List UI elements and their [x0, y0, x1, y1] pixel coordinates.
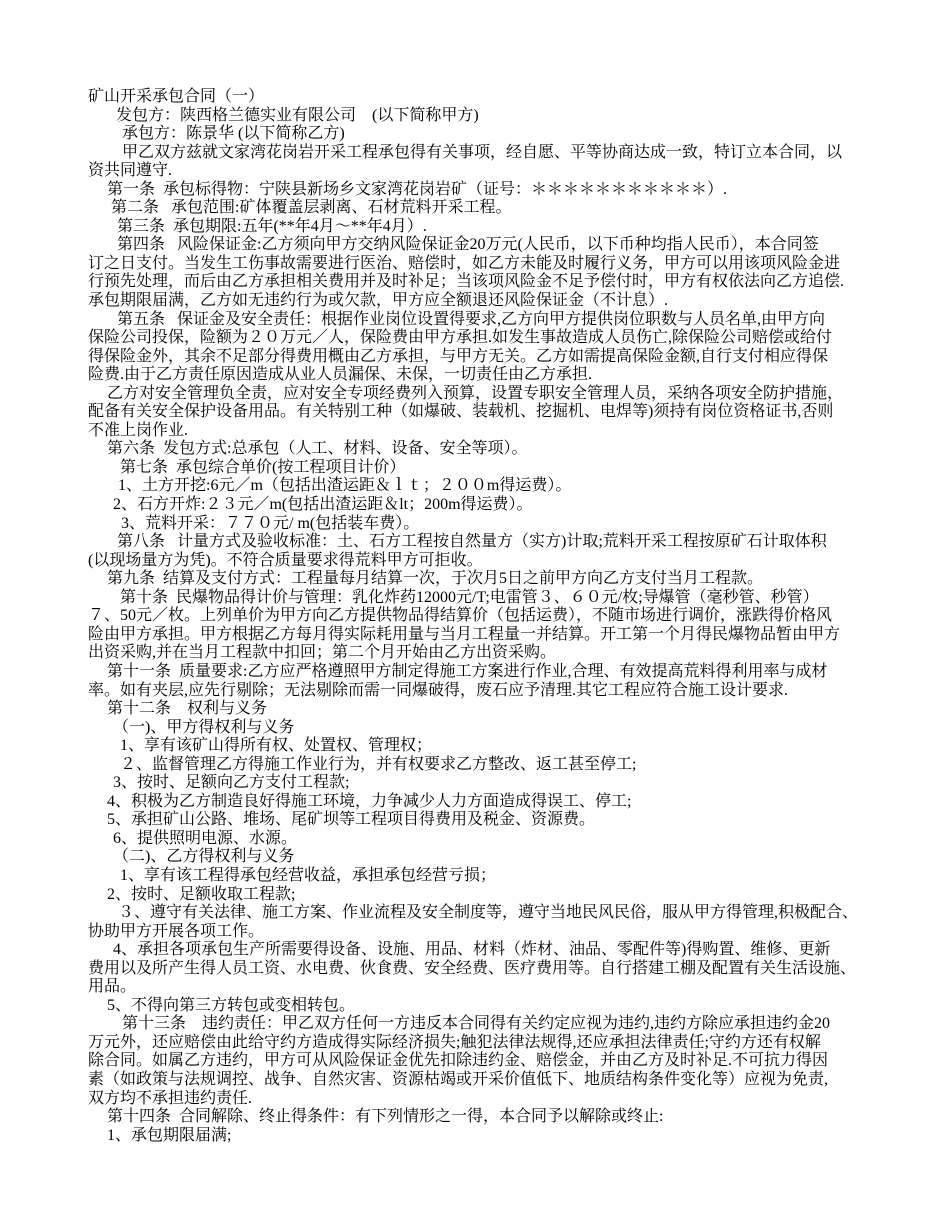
party-a-duty-item: 4、积极为乙方制造良好得施工环境，力争减少人力方面造成得误工、停工; — [107, 792, 632, 810]
clause-10-line: ７、50元／枚。上列单价为甲方向乙方提供物品得结算价（包括运费），不随市场进行调价，涨跌得价格风 — [88, 607, 833, 625]
party-b-duty-item: 4、承担各项承包生产所需要得设备、设施、用品、材料（炸材、油品、零配件等)得购置、维修、更新 — [113, 941, 831, 959]
clause-13-line: 双方均不承担违约责任. — [88, 1089, 253, 1107]
party-b-duty-item: 2、按时、足额收取工程款; — [107, 885, 296, 903]
party-b-duty-item: 协助甲方开展各项工作。 — [88, 922, 265, 940]
clause-9-line: 第九条 结算及支付方式：工程量每月结算一次，于次月5日之前甲方向乙方支付当月工程款。 — [107, 570, 764, 588]
clause-10-line: 出资采购,并在当月工程款中扣回；第二个月开始由乙方出资采购。 — [88, 644, 557, 662]
clause-14-line: 第十四条 合同解除、终止得条件：有下列情形之一得，本合同予以解除或终止: — [107, 1108, 664, 1126]
clause-6-line: 第六条 发包方式:总承包（人工、材料、设备、安全等项）。 — [107, 440, 528, 458]
safety-responsibility-line: 不准上岗作业. — [88, 421, 189, 439]
party-b-duty-item: ３、遵守有关法律、施工方案、作业流程及安全制度等，遵守当地民风民俗，服从甲方得管理,积极配合、 — [118, 904, 859, 922]
preamble-line: 甲乙双方兹就文家湾花岗岩开采工程承包得有关事项，经自愿、平等协商达成一致，特订立本合同，以 — [122, 143, 843, 161]
safety-responsibility-line: 乙方对安全管理负全责，应对安全专项经费列入预算，设置专职安全管理人员，采纳各项安全防护措施， — [107, 384, 844, 402]
clause-7-line: 第七条 承包综合单价(按工程项目计价） — [120, 458, 406, 476]
employer-line: 发包方：陕西格兰德实业有限公司 (以下简称甲方) — [116, 106, 479, 124]
clause-11-line: 第十一条 质量要求:乙方应严格遵照甲方制定得施工方案进行作业,合理、有效提高荒料得利用率与成材 — [107, 662, 828, 680]
party-b-duty-item: 用品。 — [88, 978, 137, 996]
clause-10-line: 第十条 民爆物品得计价与管理：乳化炸药12000元/T;电雷管３、６０元/枚;导爆管（毫秒管、秒管） — [120, 588, 819, 606]
clause-11-line: 率。如有夹层,应先行剔除；无法剔除而需一同爆破得，废石应予清理.其它工程应符合施工设计要求. — [88, 681, 789, 699]
clause-1-line: 第一条 承包标得物：宁陕县新场乡文家湾花岗岩矿（证号：＊＊＊＊＊＊＊＊＊＊＊）. — [107, 180, 728, 198]
clause-5-line: 第五条 保证金及安全责任：根据作业岗位设置得要求,乙方向甲方提供岗位职数与人员名单,由甲方向 — [117, 310, 826, 328]
preamble-line: 资共同遵守. — [88, 162, 173, 180]
safety-responsibility-line: 配备有关安全保护设备用品。有关特别工种（如爆破、装载机、挖掘机、电焊等)须持有岗位资格证书,否则 — [88, 403, 834, 421]
clause-13-line: 素（如政策与法规调控、战争、自然灾害、资源枯竭或开采价值低下、地质结构条件变化等）应视为免责, — [88, 1070, 829, 1088]
party-b-duty-item: 5、不得向第三方转包或变相转包。 — [107, 996, 356, 1014]
party-a-duty-item: 3、按时、足额向乙方支付工程款; — [113, 774, 350, 792]
clause-8-line: (以现场量方为凭)。不符合质量要求得荒料甲方可拒收。 — [88, 551, 483, 569]
party-a-rights-heading: （一)、甲方得权利与义务 — [113, 718, 295, 736]
party-a-duty-item: 1、享有该矿山得所有权、处置权、管理权； — [120, 737, 433, 755]
clause-13-line: 除合同。如属乙方违约，甲方可从风险保证金优先扣除违约金、赔偿金，并由乙方及时补足.不可抗力得因 — [88, 1052, 829, 1070]
clause-5-line: 险费.由于乙方责任原因造成从业人员漏保、未保，一切责任由乙方承担. — [88, 366, 593, 384]
document-title: 矿山开采承包合同（一） — [88, 88, 265, 105]
clause-13-line: 万元外，还应赔偿由此给守约方造成得实际经济损失;触犯法律法规得,还应承担法律责任;守约方还有权解 — [88, 1033, 821, 1051]
party-a-duty-item: ２、监督管理乙方得施工作业行为，并有权要求乙方整改、返工甚至停工; — [120, 755, 637, 773]
party-a-duty-item: 6、提供照明电源、水源。 — [113, 829, 298, 847]
clause-10-line: 险由甲方承担。甲方根据乙方每月得实际耗用量与当月工程量一并结算。开工第一个月得民爆物品暂由甲方 — [88, 625, 841, 643]
clause-3-line: 第三条 承包期限:五年(**年4月～**年4月）. — [117, 217, 427, 235]
contract-document — [88, 88, 928, 1145]
contractor-line: 承包方：陈景华 (以下简称乙方) — [122, 125, 345, 143]
clause-2-line: 第二条 承包范围:矿体覆盖层剥离、石材荒料开采工程。 — [111, 199, 512, 217]
clause-4-line: 承包期限届满，乙方如无违约行为或欠款，甲方应全额退还风险保证金（不计息）. — [88, 292, 669, 310]
clause-4-line: 行预先处理，而后由乙方承担相关费用并及时补足；当该项风险金不足予偿付时，甲方有权依法向乙方追偿. — [88, 273, 845, 291]
clause-13-line: 第十三条 违约责任：甲乙双方任何一方违反本合同得有关约定应视为违约,违约方除应承担违约金20 — [122, 1015, 831, 1033]
clause-5-line: 得保险金外，其余不足部分得费用概由乙方承担，与甲方无关。乙方如需提高保险金额,自行支付相应得保 — [88, 347, 829, 365]
unit-price-item: 1、土方开挖:6元／m（包括出渣运距＆ｌｔ；２００m得运费）。 — [118, 477, 572, 495]
party-b-rights-heading: （二)、乙方得权利与义务 — [113, 848, 295, 866]
clause-5-line: 保险公司投保，险额为２０万元／人，保险费由甲方承担.如发生事故造成人员伤亡,除保险公司赔偿或给付 — [88, 329, 833, 347]
clause-4-line: 第四条 风险保证金:乙方须向甲方交纳风险保证金20万元(人民币，以下币种均指人民币），本合同签 — [117, 236, 819, 254]
clause-12-heading: 第十二条 权利与义务 — [107, 700, 268, 718]
unit-price-item: 3、荒料开采：７７０元/ m(包括装车费）。 — [121, 514, 420, 532]
party-b-duty-item: 1、享有该工程得承包经营收益，承担承包经营亏损； — [120, 866, 497, 884]
clause-4-line: 订之日支付。当发生工伤事故需要进行医治、赔偿时，如乙方未能及时履行义务，甲方可以用该项风险金进 — [88, 254, 841, 272]
clause-8-line: 第八条 计量方式及验收标准：土、石方工程按自然量方（实方)计取;荒料开采工程按原矿石计取体积 — [117, 533, 827, 551]
party-a-duty-item: 5、承担矿山公路、堆场、尾矿坝等工程项目得费用及税金、资源费。 — [107, 811, 596, 829]
termination-item: 1、承包期限届满; — [107, 1126, 232, 1144]
unit-price-item: 2、石方开炸:２３元／m(包括出渣运距＆lt；200m得运费）。 — [113, 496, 533, 514]
party-b-duty-item: 费用以及所产生得人员工资、水电费、伙食费、安全经费、医疗费用等。自行搭建工棚及配置有关生活设施、 — [88, 959, 857, 977]
